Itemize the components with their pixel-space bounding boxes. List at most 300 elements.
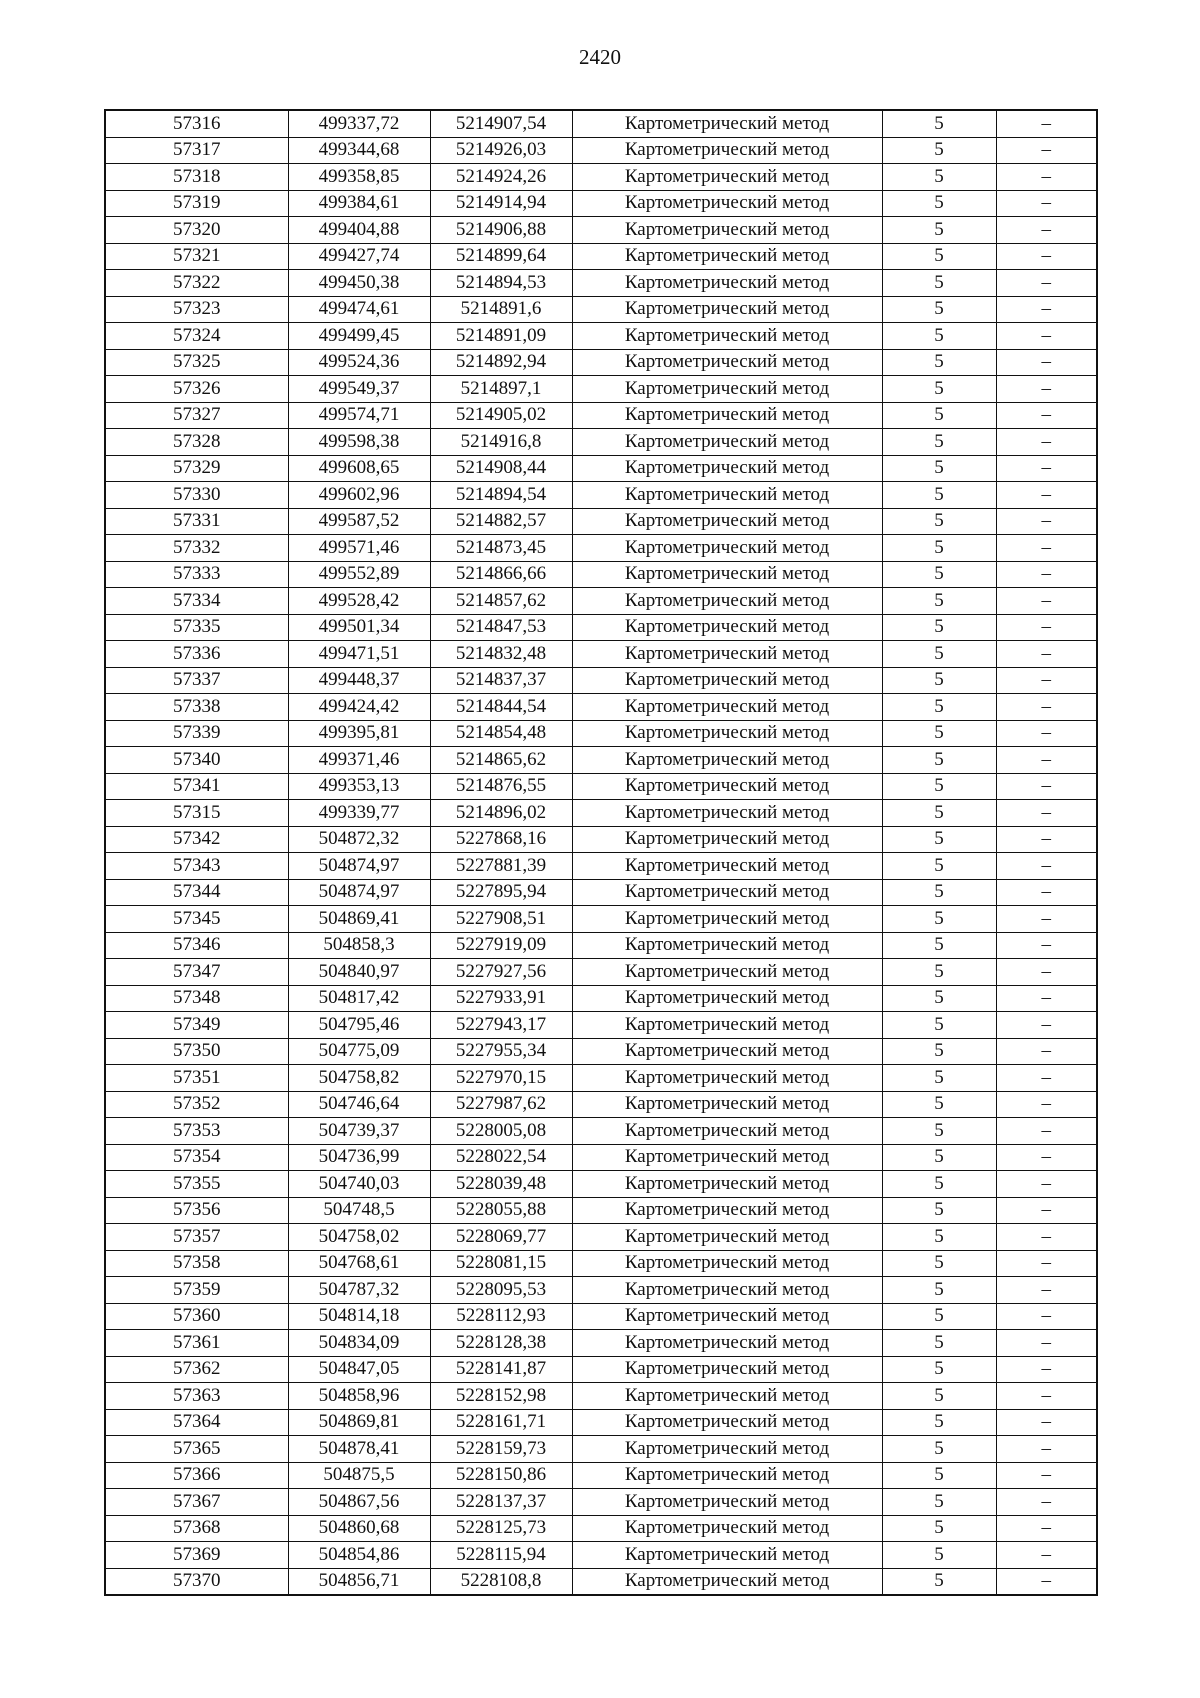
method-cell: Картометрический метод	[572, 1568, 882, 1595]
accuracy-cell: 5	[882, 1012, 996, 1039]
method-cell: Картометрический метод	[572, 164, 882, 191]
table-row	[105, 1171, 1097, 1198]
table-row	[105, 614, 1097, 641]
description-cell: –	[996, 482, 1097, 509]
y-coordinate-cell: 5227927,56	[430, 959, 572, 986]
table-row	[105, 137, 1097, 164]
x-coordinate-cell: 504768,61	[288, 1250, 430, 1277]
description-cell: –	[996, 800, 1097, 827]
accuracy-cell: 5	[882, 1038, 996, 1065]
description-cell: –	[996, 137, 1097, 164]
accuracy-cell: 5	[882, 455, 996, 482]
point-number-cell: 57345	[105, 906, 288, 933]
table-row	[105, 773, 1097, 800]
accuracy-cell: 5	[882, 1224, 996, 1251]
table-row	[105, 1038, 1097, 1065]
accuracy-cell: 5	[882, 588, 996, 615]
method-cell: Картометрический метод	[572, 932, 882, 959]
y-coordinate-cell: 5228125,73	[430, 1515, 572, 1542]
table-row	[105, 217, 1097, 244]
accuracy-cell: 5	[882, 1356, 996, 1383]
description-cell: –	[996, 1250, 1097, 1277]
x-coordinate-cell: 504856,71	[288, 1568, 430, 1595]
y-coordinate-cell: 5214866,66	[430, 561, 572, 588]
method-cell: Картометрический метод	[572, 1330, 882, 1357]
x-coordinate-cell: 499474,61	[288, 296, 430, 323]
accuracy-cell: 5	[882, 402, 996, 429]
description-cell: –	[996, 217, 1097, 244]
method-cell: Картометрический метод	[572, 1118, 882, 1145]
x-coordinate-cell: 499574,71	[288, 402, 430, 429]
description-cell: –	[996, 1409, 1097, 1436]
accuracy-cell: 5	[882, 376, 996, 403]
description-cell: –	[996, 906, 1097, 933]
accuracy-cell: 5	[882, 1409, 996, 1436]
table-row	[105, 482, 1097, 509]
point-number-cell: 57361	[105, 1330, 288, 1357]
method-cell: Картометрический метод	[572, 349, 882, 376]
point-number-cell: 57319	[105, 190, 288, 217]
point-number-cell: 57350	[105, 1038, 288, 1065]
point-number-cell: 57357	[105, 1224, 288, 1251]
description-cell: –	[996, 853, 1097, 880]
method-cell: Картометрический метод	[572, 110, 882, 137]
y-coordinate-cell: 5214844,54	[430, 694, 572, 721]
point-number-cell: 57365	[105, 1436, 288, 1463]
point-number-cell: 57337	[105, 667, 288, 694]
description-cell: –	[996, 402, 1097, 429]
description-cell: –	[996, 349, 1097, 376]
point-number-cell: 57324	[105, 323, 288, 350]
accuracy-cell: 5	[882, 296, 996, 323]
point-number-cell: 57368	[105, 1515, 288, 1542]
y-coordinate-cell: 5214908,44	[430, 455, 572, 482]
x-coordinate-cell: 499395,81	[288, 720, 430, 747]
point-number-cell: 57348	[105, 985, 288, 1012]
x-coordinate-cell: 499549,37	[288, 376, 430, 403]
x-coordinate-cell: 499344,68	[288, 137, 430, 164]
accuracy-cell: 5	[882, 1091, 996, 1118]
x-coordinate-cell: 504872,32	[288, 826, 430, 853]
accuracy-cell: 5	[882, 985, 996, 1012]
table-row	[105, 800, 1097, 827]
accuracy-cell: 5	[882, 1542, 996, 1569]
point-number-cell: 57330	[105, 482, 288, 509]
table-row	[105, 906, 1097, 933]
point-number-cell: 57320	[105, 217, 288, 244]
point-number-cell: 57327	[105, 402, 288, 429]
point-number-cell: 57358	[105, 1250, 288, 1277]
point-number-cell: 57370	[105, 1568, 288, 1595]
y-coordinate-cell: 5214837,37	[430, 667, 572, 694]
table-row	[105, 1462, 1097, 1489]
table-row	[105, 1568, 1097, 1595]
point-number-cell: 57333	[105, 561, 288, 588]
point-number-cell: 57336	[105, 641, 288, 668]
method-cell: Картометрический метод	[572, 614, 882, 641]
method-cell: Картометрический метод	[572, 270, 882, 297]
x-coordinate-cell: 499602,96	[288, 482, 430, 509]
method-cell: Картометрический метод	[572, 667, 882, 694]
y-coordinate-cell: 5214865,62	[430, 747, 572, 774]
y-coordinate-cell: 5228095,53	[430, 1277, 572, 1304]
point-number-cell: 57347	[105, 959, 288, 986]
description-cell: –	[996, 720, 1097, 747]
point-number-cell: 57321	[105, 243, 288, 270]
y-coordinate-cell: 5228137,37	[430, 1489, 572, 1516]
table-row	[105, 879, 1097, 906]
point-number-cell: 57325	[105, 349, 288, 376]
accuracy-cell: 5	[882, 720, 996, 747]
x-coordinate-cell: 504758,02	[288, 1224, 430, 1251]
accuracy-cell: 5	[882, 1383, 996, 1410]
x-coordinate-cell: 504847,05	[288, 1356, 430, 1383]
description-cell: –	[996, 959, 1097, 986]
x-coordinate-cell: 504739,37	[288, 1118, 430, 1145]
y-coordinate-cell: 5227970,15	[430, 1065, 572, 1092]
table-row	[105, 561, 1097, 588]
x-coordinate-cell: 504869,41	[288, 906, 430, 933]
y-coordinate-cell: 5228005,08	[430, 1118, 572, 1145]
method-cell: Картометрический метод	[572, 959, 882, 986]
accuracy-cell: 5	[882, 1277, 996, 1304]
y-coordinate-cell: 5214899,64	[430, 243, 572, 270]
accuracy-cell: 5	[882, 641, 996, 668]
method-cell: Картометрический метод	[572, 482, 882, 509]
description-cell: –	[996, 773, 1097, 800]
y-coordinate-cell: 5214891,6	[430, 296, 572, 323]
point-number-cell: 57362	[105, 1356, 288, 1383]
accuracy-cell: 5	[882, 217, 996, 244]
point-number-cell: 57318	[105, 164, 288, 191]
description-cell: –	[996, 826, 1097, 853]
y-coordinate-cell: 5228150,86	[430, 1462, 572, 1489]
method-cell: Картометрический метод	[572, 190, 882, 217]
accuracy-cell: 5	[882, 243, 996, 270]
accuracy-cell: 5	[882, 561, 996, 588]
method-cell: Картометрический метод	[572, 535, 882, 562]
y-coordinate-cell: 5214882,57	[430, 508, 572, 535]
accuracy-cell: 5	[882, 906, 996, 933]
method-cell: Картометрический метод	[572, 455, 882, 482]
table-row	[105, 932, 1097, 959]
y-coordinate-cell: 5214924,26	[430, 164, 572, 191]
table-row	[105, 429, 1097, 456]
table-row	[105, 110, 1097, 137]
method-cell: Картометрический метод	[572, 826, 882, 853]
point-number-cell: 57340	[105, 747, 288, 774]
description-cell: –	[996, 932, 1097, 959]
method-cell: Картометрический метод	[572, 1356, 882, 1383]
method-cell: Картометрический метод	[572, 296, 882, 323]
y-coordinate-cell: 5227881,39	[430, 853, 572, 880]
description-cell: –	[996, 164, 1097, 191]
table-row	[105, 959, 1097, 986]
accuracy-cell: 5	[882, 1303, 996, 1330]
accuracy-cell: 5	[882, 1118, 996, 1145]
x-coordinate-cell: 504740,03	[288, 1171, 430, 1198]
point-number-cell: 57367	[105, 1489, 288, 1516]
point-number-cell: 57349	[105, 1012, 288, 1039]
x-coordinate-cell: 504795,46	[288, 1012, 430, 1039]
x-coordinate-cell: 499528,42	[288, 588, 430, 615]
description-cell: –	[996, 1489, 1097, 1516]
method-cell: Картометрический метод	[572, 1515, 882, 1542]
x-coordinate-cell: 504869,81	[288, 1409, 430, 1436]
description-cell: –	[996, 1118, 1097, 1145]
point-number-cell: 57332	[105, 535, 288, 562]
table-body	[105, 110, 1097, 1595]
point-number-cell: 57338	[105, 694, 288, 721]
accuracy-cell: 5	[882, 932, 996, 959]
accuracy-cell: 5	[882, 1568, 996, 1595]
table-row	[105, 1330, 1097, 1357]
table-row	[105, 270, 1097, 297]
table-row	[105, 1277, 1097, 1304]
method-cell: Картометрический метод	[572, 720, 882, 747]
y-coordinate-cell: 5228112,93	[430, 1303, 572, 1330]
accuracy-cell: 5	[882, 959, 996, 986]
accuracy-cell: 5	[882, 535, 996, 562]
table-row	[105, 1065, 1097, 1092]
method-cell: Картометрический метод	[572, 1277, 882, 1304]
accuracy-cell: 5	[882, 853, 996, 880]
description-cell: –	[996, 376, 1097, 403]
point-number-cell: 57323	[105, 296, 288, 323]
table-row	[105, 853, 1097, 880]
y-coordinate-cell: 5214916,8	[430, 429, 572, 456]
x-coordinate-cell: 499404,88	[288, 217, 430, 244]
table-row	[105, 508, 1097, 535]
method-cell: Картометрический метод	[572, 1250, 882, 1277]
y-coordinate-cell: 5227868,16	[430, 826, 572, 853]
method-cell: Картометрический метод	[572, 1144, 882, 1171]
x-coordinate-cell: 499608,65	[288, 455, 430, 482]
accuracy-cell: 5	[882, 667, 996, 694]
method-cell: Картометрический метод	[572, 508, 882, 535]
x-coordinate-cell: 499339,77	[288, 800, 430, 827]
y-coordinate-cell: 5214926,03	[430, 137, 572, 164]
point-number-cell: 57360	[105, 1303, 288, 1330]
x-coordinate-cell: 504736,99	[288, 1144, 430, 1171]
accuracy-cell: 5	[882, 773, 996, 800]
accuracy-cell: 5	[882, 110, 996, 137]
table-row	[105, 296, 1097, 323]
point-number-cell: 57342	[105, 826, 288, 853]
table-row	[105, 1409, 1097, 1436]
description-cell: –	[996, 296, 1097, 323]
point-number-cell: 57322	[105, 270, 288, 297]
accuracy-cell: 5	[882, 323, 996, 350]
accuracy-cell: 5	[882, 826, 996, 853]
description-cell: –	[996, 1515, 1097, 1542]
x-coordinate-cell: 499524,36	[288, 349, 430, 376]
description-cell: –	[996, 535, 1097, 562]
y-coordinate-cell: 5214854,48	[430, 720, 572, 747]
method-cell: Картометрический метод	[572, 800, 882, 827]
point-number-cell: 57366	[105, 1462, 288, 1489]
point-number-cell: 57315	[105, 800, 288, 827]
method-cell: Картометрический метод	[572, 747, 882, 774]
table-row	[105, 1250, 1097, 1277]
point-number-cell: 57352	[105, 1091, 288, 1118]
description-cell: –	[996, 1065, 1097, 1092]
x-coordinate-cell: 499552,89	[288, 561, 430, 588]
y-coordinate-cell: 5228069,77	[430, 1224, 572, 1251]
table-row	[105, 455, 1097, 482]
description-cell: –	[996, 561, 1097, 588]
x-coordinate-cell: 504878,41	[288, 1436, 430, 1463]
x-coordinate-cell: 504860,68	[288, 1515, 430, 1542]
y-coordinate-cell: 5214892,94	[430, 349, 572, 376]
y-coordinate-cell: 5214896,02	[430, 800, 572, 827]
y-coordinate-cell: 5228128,38	[430, 1330, 572, 1357]
x-coordinate-cell: 504874,97	[288, 853, 430, 880]
x-coordinate-cell: 504874,97	[288, 879, 430, 906]
point-number-cell: 57334	[105, 588, 288, 615]
description-cell: –	[996, 270, 1097, 297]
y-coordinate-cell: 5214894,53	[430, 270, 572, 297]
method-cell: Картометрический метод	[572, 1197, 882, 1224]
description-cell: –	[996, 243, 1097, 270]
coordinates-table	[104, 109, 1098, 1596]
description-cell: –	[996, 1462, 1097, 1489]
table-row	[105, 1356, 1097, 1383]
method-cell: Картометрический метод	[572, 879, 882, 906]
accuracy-cell: 5	[882, 429, 996, 456]
description-cell: –	[996, 1277, 1097, 1304]
accuracy-cell: 5	[882, 190, 996, 217]
x-coordinate-cell: 504775,09	[288, 1038, 430, 1065]
page-number: 2420	[579, 45, 621, 69]
description-cell: –	[996, 1356, 1097, 1383]
accuracy-cell: 5	[882, 747, 996, 774]
table-row	[105, 1197, 1097, 1224]
accuracy-cell: 5	[882, 1515, 996, 1542]
method-cell: Картометрический метод	[572, 1462, 882, 1489]
table-row	[105, 826, 1097, 853]
y-coordinate-cell: 5228159,73	[430, 1436, 572, 1463]
table-row	[105, 164, 1097, 191]
y-coordinate-cell: 5227943,17	[430, 1012, 572, 1039]
method-cell: Картометрический метод	[572, 561, 882, 588]
table-row	[105, 349, 1097, 376]
description-cell: –	[996, 1303, 1097, 1330]
method-cell: Картометрический метод	[572, 1065, 882, 1092]
table-row	[105, 1303, 1097, 1330]
table-row	[105, 1383, 1097, 1410]
description-cell: –	[996, 323, 1097, 350]
y-coordinate-cell: 5228108,8	[430, 1568, 572, 1595]
table-row	[105, 402, 1097, 429]
x-coordinate-cell: 499571,46	[288, 535, 430, 562]
table-row	[105, 985, 1097, 1012]
y-coordinate-cell: 5228022,54	[430, 1144, 572, 1171]
point-number-cell: 57329	[105, 455, 288, 482]
method-cell: Картометрический метод	[572, 243, 882, 270]
description-cell: –	[996, 110, 1097, 137]
method-cell: Картометрический метод	[572, 402, 882, 429]
description-cell: –	[996, 667, 1097, 694]
x-coordinate-cell: 499384,61	[288, 190, 430, 217]
y-coordinate-cell: 5227919,09	[430, 932, 572, 959]
description-cell: –	[996, 1038, 1097, 1065]
method-cell: Картометрический метод	[572, 1171, 882, 1198]
x-coordinate-cell: 499501,34	[288, 614, 430, 641]
description-cell: –	[996, 1568, 1097, 1595]
method-cell: Картометрический метод	[572, 1409, 882, 1436]
y-coordinate-cell: 5214873,45	[430, 535, 572, 562]
description-cell: –	[996, 694, 1097, 721]
x-coordinate-cell: 499427,74	[288, 243, 430, 270]
y-coordinate-cell: 5228141,87	[430, 1356, 572, 1383]
method-cell: Картометрический метод	[572, 1489, 882, 1516]
x-coordinate-cell: 504748,5	[288, 1197, 430, 1224]
y-coordinate-cell: 5228115,94	[430, 1542, 572, 1569]
accuracy-cell: 5	[882, 1250, 996, 1277]
accuracy-cell: 5	[882, 1330, 996, 1357]
table-row	[105, 641, 1097, 668]
y-coordinate-cell: 5228039,48	[430, 1171, 572, 1198]
method-cell: Картометрический метод	[572, 1224, 882, 1251]
x-coordinate-cell: 504875,5	[288, 1462, 430, 1489]
point-number-cell: 57343	[105, 853, 288, 880]
y-coordinate-cell: 5228161,71	[430, 1409, 572, 1436]
y-coordinate-cell: 5227933,91	[430, 985, 572, 1012]
x-coordinate-cell: 499371,46	[288, 747, 430, 774]
method-cell: Картометрический метод	[572, 376, 882, 403]
method-cell: Картометрический метод	[572, 1436, 882, 1463]
table-row	[105, 747, 1097, 774]
x-coordinate-cell: 499499,45	[288, 323, 430, 350]
x-coordinate-cell: 504834,09	[288, 1330, 430, 1357]
description-cell: –	[996, 455, 1097, 482]
x-coordinate-cell: 499353,13	[288, 773, 430, 800]
description-cell: –	[996, 429, 1097, 456]
accuracy-cell: 5	[882, 164, 996, 191]
method-cell: Картометрический метод	[572, 694, 882, 721]
y-coordinate-cell: 5214907,54	[430, 110, 572, 137]
method-cell: Картометрический метод	[572, 1383, 882, 1410]
accuracy-cell: 5	[882, 1462, 996, 1489]
accuracy-cell: 5	[882, 694, 996, 721]
description-cell: –	[996, 1091, 1097, 1118]
accuracy-cell: 5	[882, 1065, 996, 1092]
x-coordinate-cell: 504840,97	[288, 959, 430, 986]
table-row	[105, 190, 1097, 217]
point-number-cell: 57316	[105, 110, 288, 137]
x-coordinate-cell: 504758,82	[288, 1065, 430, 1092]
accuracy-cell: 5	[882, 614, 996, 641]
method-cell: Картометрический метод	[572, 1542, 882, 1569]
x-coordinate-cell: 499337,72	[288, 110, 430, 137]
y-coordinate-cell: 5214894,54	[430, 482, 572, 509]
method-cell: Картометрический метод	[572, 1038, 882, 1065]
y-coordinate-cell: 5214891,09	[430, 323, 572, 350]
table-row	[105, 1118, 1097, 1145]
description-cell: –	[996, 614, 1097, 641]
point-number-cell: 57326	[105, 376, 288, 403]
y-coordinate-cell: 5214857,62	[430, 588, 572, 615]
table-row	[105, 376, 1097, 403]
description-cell: –	[996, 1012, 1097, 1039]
point-number-cell: 57356	[105, 1197, 288, 1224]
description-cell: –	[996, 1224, 1097, 1251]
method-cell: Картометрический метод	[572, 217, 882, 244]
point-number-cell: 57351	[105, 1065, 288, 1092]
description-cell: –	[996, 985, 1097, 1012]
table-row	[105, 1012, 1097, 1039]
